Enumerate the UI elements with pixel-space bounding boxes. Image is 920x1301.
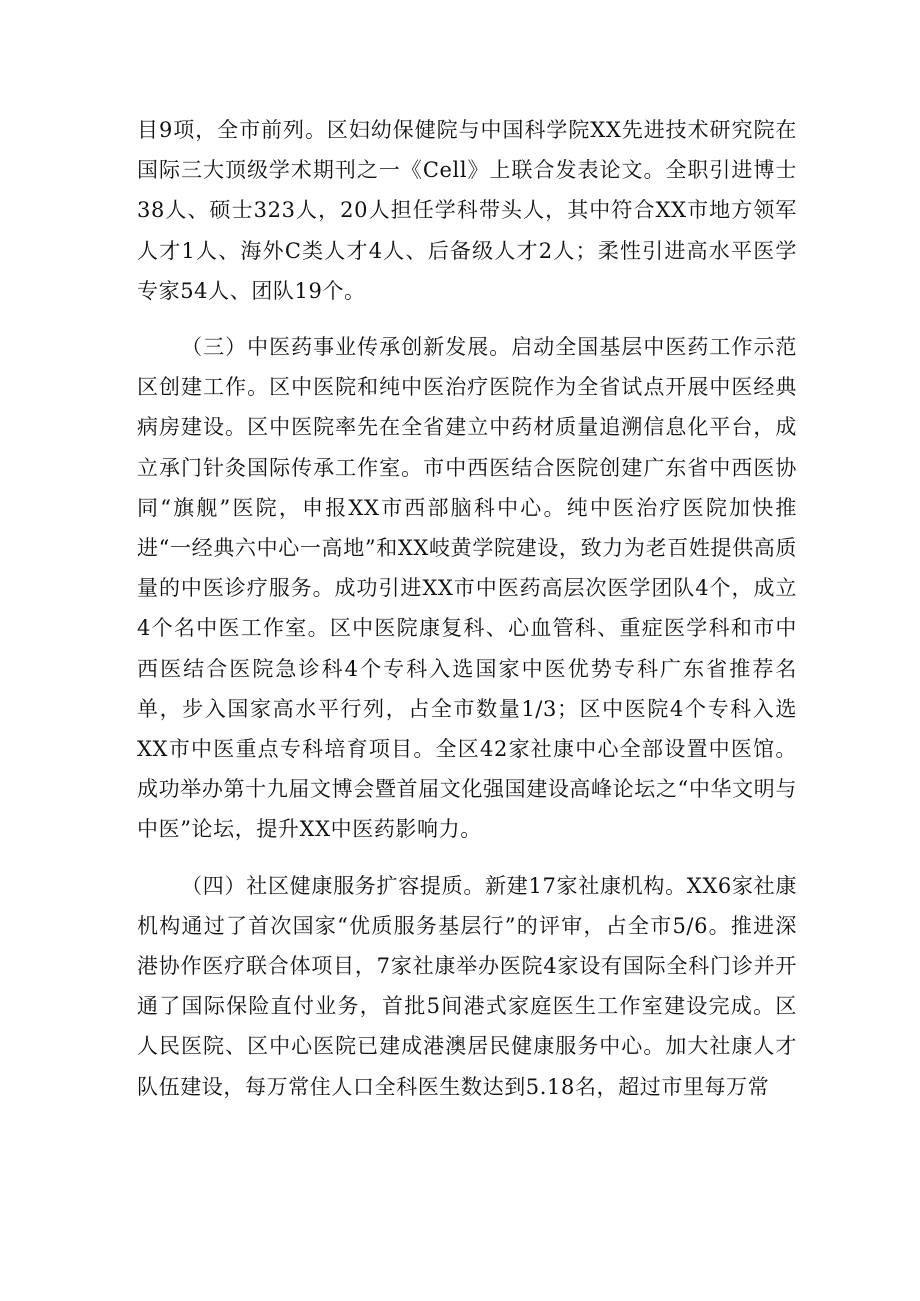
paragraph-tcm-development: （三）中医药事业传承创新发展。启动全国基层中医药工作示范区创建工作。区中医院和纯中医治疗医院作为全省试点开展中医经典病房建设。区中医院率先在全省建立中药材质量追溯信息化平台，成立承门针灸国际传承工作室。市中西医结合医院创建广东省中西医协同“旗舰”医院，申报XX市西部脑科中心。纯中医治疗医院加快推进“一经典六中心一高地”和XX岐黄学院建设，致力为老百姓提供高质量的中医诊疗服务。成功引进XX市中医药高层次医学团队4个，成立4个名中医工作室。区中医院康复科、心血管科、重症医学科和市中西医结合医院急诊科4个专科入选国家中医优势专科广东省推荐名单，步入国家高水平行列，占全市数量1/3；区中医院4个专科入选XX市中医重点专科培育项目。全区42家社康中心全部设置中医馆。成功举办第十九届文博会暨首届文化强国建设高峰论坛之“中华文明与中医”论坛，提升XX中医药影响力。 [137, 335, 797, 842]
paragraph-talent: 目9项，全市前列。区妇幼保健院与中国科学院XX先进技术研究院在国际三大顶级学术期刊之一《Cell》上联合发表论文。全职引进博士38人、硕士323人，20人担任学科带头人，其中符合XX市地方领军人才1人、海外C类人才4人、后备级人才2人；柔性引进高水平医学专家54人、团队19个。 [137, 118, 797, 303]
document-body [137, 110, 797, 1107]
paragraph-community-health: （四）社区健康服务扩容提质。新建17家社康机构。XX6家社康机构通过了首次国家“优质服务基层行”的评审，占全市5/6。推进深港协作医疗联合体项目，7家社康举办医院4家设有国际全科门诊并开通了国际保险直付业务，首批5间港式家庭医生工作室建设完成。区人民医院、区中心医院已建成港澳居民健康服务中心。加大社康人才队伍建设，每万常住人口全科医生数达到5.18名，超过市里每万常 [137, 873, 797, 1099]
